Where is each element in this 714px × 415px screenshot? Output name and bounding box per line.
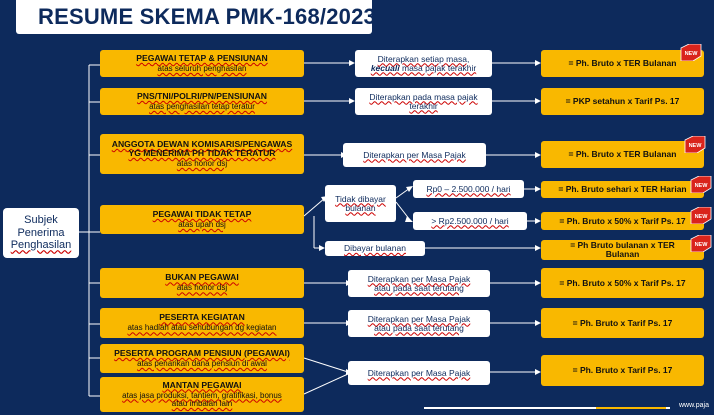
badge-label: NEW [694, 183, 708, 189]
result-text: = Ph. Bruto x TER Bulanan [568, 149, 677, 160]
application-line-2: masa pajak terakhir [399, 62, 477, 73]
result-50-persen-bukan-pegawai [541, 268, 704, 298]
category-subtitle: atas penarikan dana pensiun di awal [137, 358, 267, 368]
category-bukan-pegawai [100, 268, 304, 298]
badge-label: NEW [684, 51, 698, 57]
range-label: > Rp2.500.000 / hari [431, 215, 509, 226]
application-kecuali: kecuali [370, 62, 400, 73]
application-text: Diterapkan per Masa Pajak [363, 149, 466, 160]
category-subtitle: atas honor dsj [176, 283, 228, 293]
range-box-high [413, 212, 527, 230]
result-pkp-setahun [541, 88, 704, 115]
result-50-persen-tidak-tetap [541, 212, 704, 230]
result-line-2: Bulanan [605, 249, 640, 259]
application-peserta-kegiatan [348, 310, 490, 337]
result-text: = Ph. Bruto sehari x TER Harian [558, 184, 687, 195]
new-badge-icon [680, 44, 702, 61]
result-text: = Ph. Bruto x 50% x Tarif Ps. 17 [559, 277, 686, 288]
result-ter-harian [541, 181, 704, 198]
application-line-1: Diterapkan pada masa pajak [369, 91, 478, 102]
category-dewan-komisaris [100, 134, 304, 174]
category-title: PESERTA KEGIATAN [159, 312, 245, 323]
new-badge-icon [690, 176, 712, 193]
result-text: = Ph. Bruto x TER Bulanan [568, 58, 677, 69]
category-title: MANTAN PEGAWAI [162, 379, 242, 390]
subject-line-1: Subjek [24, 214, 58, 227]
badge-label: NEW [694, 214, 708, 220]
category-title: PEGAWAI TETAP & PENSIUNAN [136, 52, 268, 63]
application-text: Dibayar bulanan [344, 243, 406, 254]
subject-box [3, 208, 79, 258]
result-text: = PKP setahun x Tarif Ps. 17 [565, 96, 680, 107]
range-box-low [413, 180, 524, 198]
category-pegawai-tetap [100, 50, 304, 77]
category-peserta-kegiatan [100, 308, 304, 338]
badge-label: NEW [694, 242, 708, 248]
category-pegawai-tidak-tetap [100, 205, 304, 234]
application-masa-terakhir [355, 88, 492, 115]
category-subtitle: atas honor dsj [176, 158, 228, 168]
result-text: = Ph. Bruto x 50% x Tarif Ps. 17 [559, 215, 686, 226]
application-text: Diterapkan per Masa Pajak [367, 367, 471, 378]
result-text: = Ph. Bruto x Tarif Ps. 17 [572, 317, 673, 328]
application-line-2: atau pada saat terutang [374, 282, 464, 293]
new-badge-icon [690, 235, 712, 252]
application-line-1: Tidak dibayar [335, 193, 386, 204]
application-line-2: terakhir [409, 100, 438, 111]
category-title: PESERTA PROGRAM PENSIUN (PEGAWAI) [114, 347, 290, 358]
category-subtitle: atas jasa produksi, tantiem, gratifikasi, bonus [122, 390, 282, 400]
category-title: PNS/TNI/POLRI/PN/PENSIUNAN [137, 90, 267, 101]
application-line-1: Diterapkan setiap masa, [377, 53, 470, 64]
footer-website: www.paja [679, 402, 709, 409]
result-ter-bulanan-tidak-tetap [541, 240, 704, 260]
category-subtitle: atas seluruh penghasilan [157, 63, 247, 73]
category-title: BUKAN PEGAWAI [165, 272, 239, 283]
category-peserta-pensiun [100, 344, 304, 373]
subject-line-3: Penghasilan [10, 239, 72, 252]
category-subtitle: atas upah dsj [178, 219, 226, 229]
result-line-1: = Ph Bruto bulanan x TER [570, 240, 675, 251]
new-badge-icon [690, 207, 712, 224]
title-banner [16, 0, 376, 34]
result-ter-bulanan-komisaris [541, 141, 704, 168]
result-tarif-ps17-pensiun [541, 355, 704, 386]
application-per-masa-pajak [343, 143, 486, 167]
category-title-2: YG MENERIMA PH TIDAK TERATUR [128, 147, 276, 158]
footer-accent [596, 407, 666, 409]
application-dibayar-bulanan [325, 241, 425, 256]
range-label: Rp0 – 2.500.000 / hari [426, 183, 511, 194]
category-subtitle: atas hadiah atau sehubungan dg kegiatan [127, 323, 277, 333]
application-bukan-pegawai [348, 270, 490, 297]
category-mantan-pegawai [100, 377, 304, 412]
application-pensiun-mantan [348, 361, 490, 385]
result-tarif-ps17-kegiatan [541, 308, 704, 338]
category-pns [100, 88, 304, 115]
category-subtitle: atas penghasilan tetap teratur [149, 101, 255, 111]
application-line-2: atau pada saat terutang [374, 322, 464, 333]
application-setiap-masa [355, 50, 492, 77]
category-subtitle-2: atau imbalan lain [171, 399, 233, 408]
result-text: = Ph. Bruto x Tarif Ps. 17 [572, 365, 673, 376]
application-line-1: Diterapkan per Masa Pajak [367, 313, 471, 324]
badge-label: NEW [688, 143, 702, 149]
new-badge-icon [684, 136, 706, 153]
page-title: RESUME SKEMA PMK-168/2023 [38, 4, 376, 29]
subject-line-2: Penerima [17, 226, 65, 239]
application-tidak-dibayar-bulanan [325, 185, 396, 222]
application-line-2: bulanan [345, 202, 376, 213]
category-title: ANGGOTA DEWAN KOMISARIS/PENGAWAS [111, 138, 293, 149]
application-line-1: Diterapkan per Masa Pajak [367, 273, 471, 284]
category-title: PEGAWAI TIDAK TETAP [152, 208, 252, 219]
